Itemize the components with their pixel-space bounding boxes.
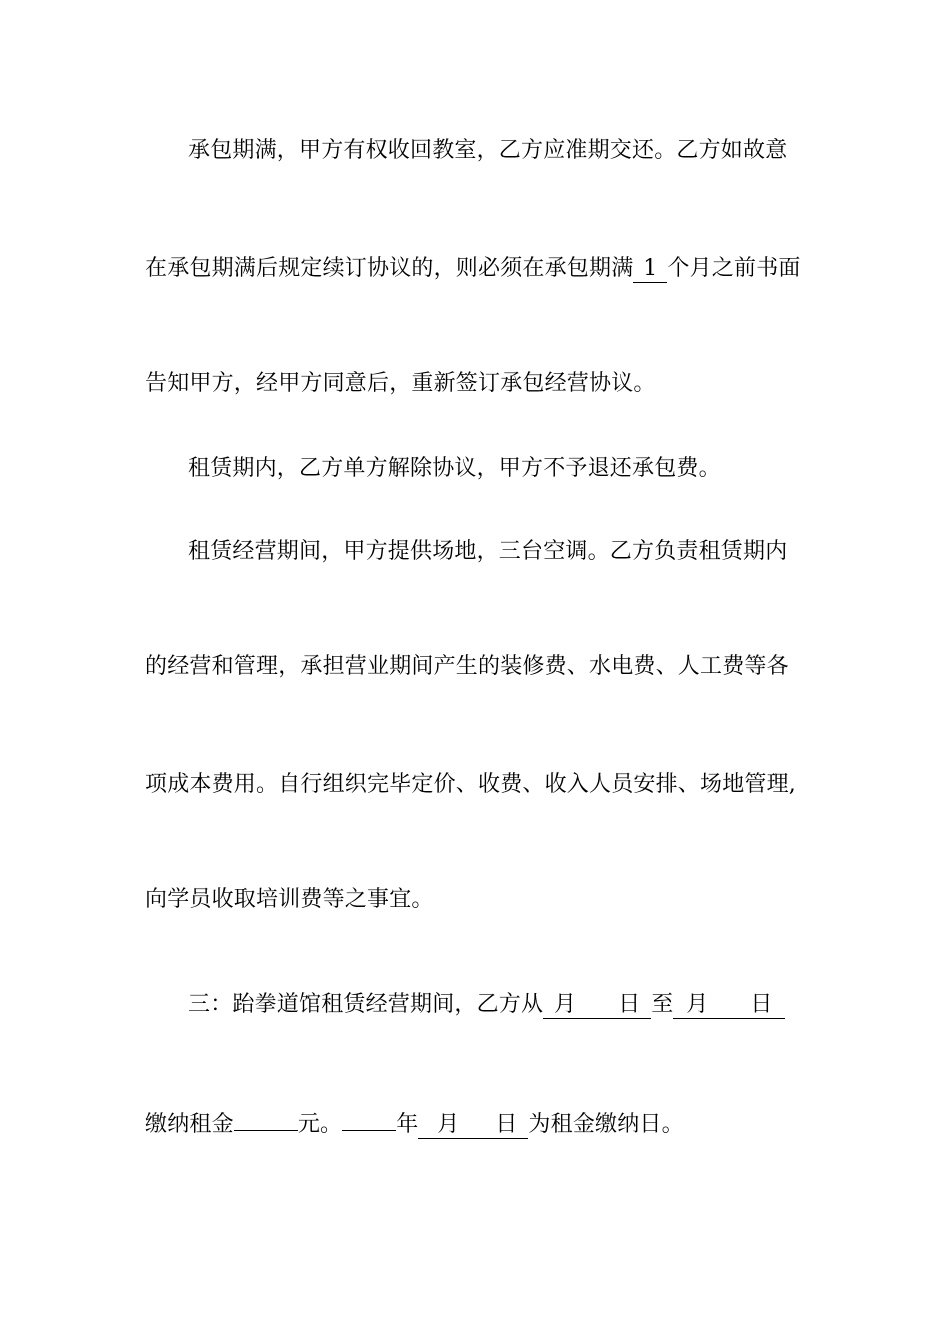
blank-amount xyxy=(234,1106,298,1131)
month-label: 月 xyxy=(554,992,577,1017)
text-segment: 向学员收取培训费等之事宜。 xyxy=(145,887,434,912)
text-segment: 缴纳租金 xyxy=(145,1112,234,1137)
text-segment: 为租金缴纳日。 xyxy=(528,1112,684,1137)
blank-date-range-start xyxy=(543,992,651,1019)
text-segment: 项成本费用。自行组织完毕定价、收费、收入人员安排、场地管理, xyxy=(145,772,796,797)
paragraph-line xyxy=(188,990,785,1020)
month-label: 月 xyxy=(686,992,709,1017)
paragraph-line xyxy=(188,454,721,484)
text-segment: 元。 xyxy=(297,1112,343,1137)
month-label: 月 xyxy=(437,1112,460,1137)
year-label: 年 xyxy=(396,1112,419,1137)
blank-year xyxy=(342,1106,396,1131)
paragraph-line xyxy=(145,885,434,915)
text-segment: 告知甲方，经甲方同意后，重新签订承包经营协议。 xyxy=(145,371,656,396)
day-label: 日 xyxy=(750,992,773,1017)
text-segment: 承包期满，甲方有权收回教室，乙方应准期交还。乙方如故意 xyxy=(188,138,788,163)
text-segment: 租赁经营期间，甲方提供场地，三台空调。乙方负责租赁期内 xyxy=(188,539,788,564)
paragraph-line xyxy=(145,770,796,800)
paragraph-line xyxy=(188,136,787,166)
blank-payment-date xyxy=(418,1112,528,1139)
text-segment: 个月之前书面 xyxy=(667,256,801,281)
blank-field: 1 xyxy=(633,256,667,283)
blank-date-range-end xyxy=(673,992,785,1019)
text-segment: 租赁期内，乙方单方解除协议，甲方不予退还承包费。 xyxy=(188,456,721,481)
text-segment: 在承包期满后规定续订协议的，则必须在承包期满 xyxy=(145,256,634,281)
paragraph-line xyxy=(145,1106,684,1140)
paragraph-line xyxy=(188,537,787,567)
text-segment: 至 xyxy=(651,992,674,1017)
text-segment: 三：跆拳道馆租赁经营期间，乙方从 xyxy=(188,992,544,1017)
day-label: 日 xyxy=(495,1112,518,1137)
day-label: 日 xyxy=(618,992,641,1017)
text-segment: 的经营和管理，承担营业期间产生的装修费、水电费、人工费等各 xyxy=(145,654,789,679)
paragraph-line xyxy=(145,369,656,399)
paragraph-line xyxy=(145,254,801,284)
paragraph-line xyxy=(145,652,789,682)
